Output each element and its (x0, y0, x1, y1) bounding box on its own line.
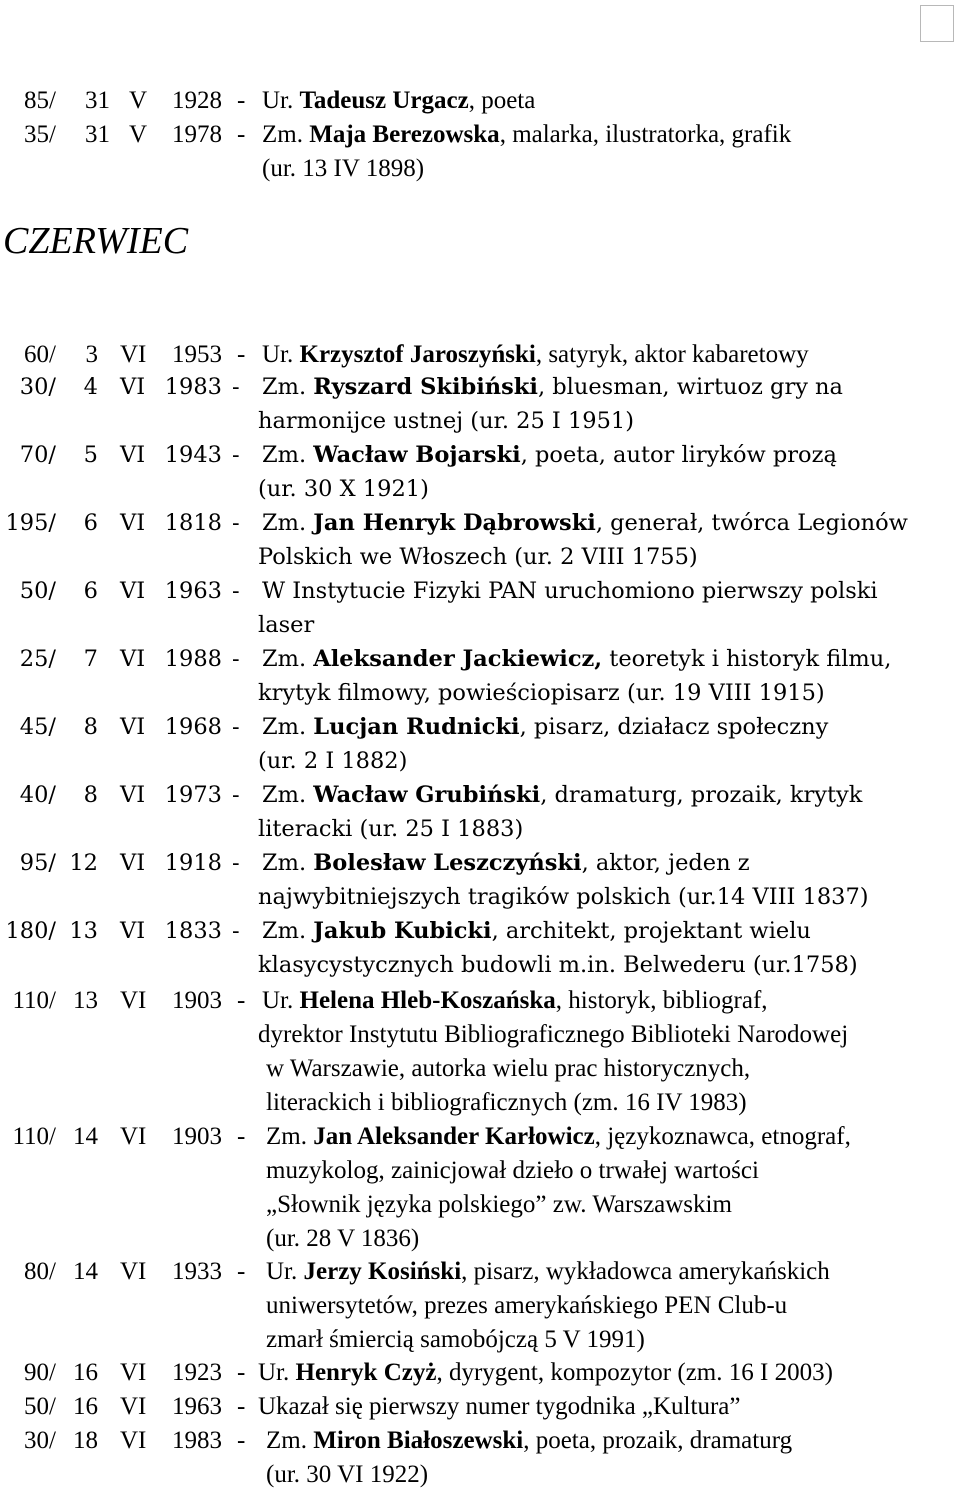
entry-text: Helena Hleb-Koszańska (299, 987, 556, 1014)
entry-text: Zm. (262, 442, 314, 468)
entry-text: (ur. 30 VI 1922) (266, 1461, 429, 1488)
entry-dash: - (237, 1393, 246, 1420)
entry-description (266, 1124, 851, 1149)
entry-text: Zm. (262, 918, 314, 944)
entry-text: W Instytucie Fizyki PAN uruchomiono pierwszy polski (262, 578, 878, 604)
entry-year: 1988 (164, 646, 222, 672)
entry-description (262, 920, 811, 943)
entry-year: 1933 (172, 1258, 222, 1285)
entry-year: 1963 (172, 1393, 222, 1420)
entry-month: VI (120, 987, 147, 1014)
entry-text: w Warszawie, autorka wielu prac historycznych, (266, 1055, 751, 1082)
entry-text: literackich i bibliograficznych (zm. 16 IV 1983) (266, 1089, 747, 1116)
entry-month: VI (120, 646, 146, 672)
entry-dash: - (237, 87, 246, 114)
entry-continuation (0, 818, 960, 850)
entry-month: VI (120, 578, 146, 604)
entry-text: Jerzy Kosiński (303, 1258, 462, 1285)
entry-num: 110/ (12, 1123, 56, 1150)
entry-text: Jan Aleksander Karłowicz (313, 1123, 595, 1150)
entry-text: Wacław Bojarski (313, 442, 521, 468)
entry-num: 25/ (19, 646, 56, 672)
entry-description (258, 1360, 833, 1385)
entry-continuation (0, 1090, 960, 1122)
entry-text: Zm. (266, 1427, 314, 1454)
entry-text: (ur. 28 V 1836) (266, 1225, 420, 1252)
entry-year: 1928 (172, 87, 222, 114)
entry-text: , poeta (468, 87, 536, 114)
entry-num: 45/ (19, 714, 56, 740)
entry-day: 16 (73, 1393, 98, 1420)
entry-continuation (0, 478, 960, 510)
entry-row (0, 444, 960, 476)
entry-year: 1833 (164, 918, 222, 944)
entry-text: Zm. (262, 714, 314, 740)
entry-description (262, 444, 837, 467)
entry-text: Wacław Grubiński (313, 782, 541, 808)
entry-text: Ur. (262, 987, 300, 1014)
entry-dash: - (237, 1258, 246, 1285)
entry-text: Polskich we Włoszech (ur. 2 VIII 1755) (258, 544, 698, 570)
entry-text: , generał, twórca Legionów (595, 510, 908, 536)
entry-month: VI (120, 1123, 147, 1150)
entry-day: 13 (69, 918, 98, 944)
entry-row (0, 1360, 960, 1392)
entry-description (258, 1394, 740, 1419)
entry-month: VI (120, 918, 146, 944)
entry-description (262, 716, 828, 739)
entry-dash: - (237, 1123, 246, 1150)
entry-year: 1818 (164, 510, 222, 536)
entry-text: krytyk filmowy, powieściopisarz (ur. 19 VIII 1915) (258, 680, 825, 706)
entry-text: (ur. 30 X 1921) (258, 476, 429, 502)
entry-day: 16 (73, 1359, 98, 1386)
entry-description (262, 580, 878, 603)
entry-text: Tadeusz Urgacz (299, 87, 469, 114)
entry-dash: - (232, 850, 240, 876)
entry-text: Zm. (262, 121, 310, 148)
entry-month: VI (120, 1359, 147, 1386)
entry-month: VI (120, 510, 146, 536)
entry-num: 180/ (5, 918, 56, 944)
entry-year: 1963 (164, 578, 222, 604)
entry-row (0, 122, 960, 154)
entry-row (0, 1124, 960, 1156)
entry-text: , językoznawca, etnograf, (594, 1123, 851, 1150)
entry-continuation (0, 410, 960, 442)
entry-text: zmarł śmiercią samobójczą 5 V 1991) (266, 1326, 645, 1353)
entry-num: 70/ (19, 442, 56, 468)
entry-text: Zm. (262, 374, 314, 400)
entry-day: 31 (85, 121, 110, 148)
entry-text: Zm. (266, 1123, 314, 1150)
entry-num: 195/ (5, 510, 56, 536)
entry-text: , pisarz, działacz społeczny (519, 714, 829, 740)
entry-continuation (0, 614, 960, 646)
entry-row (0, 512, 960, 544)
entry-day: 6 (83, 578, 98, 604)
entry-row (0, 580, 960, 612)
entry-num: 35/ (24, 121, 56, 148)
entry-day: 31 (85, 87, 110, 114)
entry-continuation (0, 546, 960, 578)
entry-row (0, 648, 960, 680)
entry-description (262, 648, 891, 671)
entry-text: Lucjan Rudnicki (313, 714, 520, 740)
entry-text: (ur. 13 IV 1898) (262, 155, 425, 182)
entry-dash: - (232, 918, 240, 944)
entry-year: 1973 (164, 782, 222, 808)
entry-text: Ryszard Skibiński (313, 374, 538, 400)
entry-month: VI (120, 1393, 147, 1420)
entry-text: CZERWIEC (3, 220, 189, 262)
entry-text: , malarka, ilustratorka, grafik (499, 121, 792, 148)
entry-row (0, 716, 960, 748)
entry-continuation (0, 1293, 960, 1325)
entry-text: , aktor, jeden z (581, 850, 750, 876)
entry-month: VI (120, 850, 146, 876)
entry-text: , poeta, autor liryków prozą (520, 442, 837, 468)
entry-description (262, 376, 843, 399)
entry-day: 12 (69, 850, 98, 876)
entry-text: Ur. (258, 1359, 296, 1386)
entry-dash: - (232, 782, 240, 808)
entry-day: 18 (73, 1427, 98, 1454)
entry-num: 90/ (24, 1359, 56, 1386)
entry-text: Ur. (262, 87, 300, 114)
entry-year: 1903 (172, 987, 222, 1014)
entry-dash: - (237, 1427, 246, 1454)
entry-text: laser (258, 612, 315, 638)
entry-dash: - (237, 121, 246, 148)
entry-month: V (129, 87, 148, 114)
entry-text: Maja Berezowska (309, 121, 500, 148)
entry-description (262, 852, 750, 875)
entry-continuation (0, 1022, 960, 1054)
entry-dash: - (232, 578, 240, 604)
entry-text: dyrektor Instytutu Bibliograficznego Biblioteki Narodowej (258, 1021, 849, 1048)
entry-year: 1968 (164, 714, 222, 740)
entry-text: Henryk Czyż (295, 1359, 437, 1386)
entry-year: 1953 (172, 341, 222, 368)
entry-num: 85/ (24, 87, 56, 114)
entry-year: 1903 (172, 1123, 222, 1150)
entry-text: literacki (ur. 25 I 1883) (258, 816, 524, 842)
entry-description (262, 88, 535, 113)
entry-text: , pisarz, wykładowca amerykańskich (461, 1258, 830, 1285)
entry-text: Zm. (262, 510, 314, 536)
entry-day: 7 (83, 646, 98, 672)
entry-row (0, 1428, 960, 1460)
entry-day: 14 (73, 1123, 98, 1150)
entry-continuation (0, 682, 960, 714)
entry-row (0, 376, 960, 408)
entry-continuation (0, 1327, 960, 1359)
entry-day: 3 (85, 341, 98, 368)
entry-month: VI (120, 782, 146, 808)
entry-dash: - (237, 1359, 246, 1386)
entry-num: 30/ (19, 374, 56, 400)
entry-text: , dyrygent, kompozytor (zm. 16 I 2003) (436, 1359, 833, 1386)
entry-text: , bluesman, wirtuoz gry na (537, 374, 843, 400)
entry-continuation (0, 1158, 960, 1190)
entry-year: 1978 (172, 121, 222, 148)
entry-text: Jan Henryk Dąbrowski (313, 510, 596, 536)
entry-day: 5 (83, 442, 98, 468)
entry-text: harmonijce ustnej (ur. 25 I 1951) (258, 408, 635, 434)
entry-text: Zm. (262, 646, 314, 672)
entry-text: (ur. 2 I 1882) (258, 748, 408, 774)
entry-row (0, 988, 960, 1020)
entry-text: muzykolog, zainicjował dzieło o trwałej wartości (266, 1157, 759, 1184)
entry-text: Ukazał się pierwszy numer tygodnika „Kultura” (258, 1393, 741, 1420)
entry-num: 110/ (12, 987, 56, 1014)
entry-day: 4 (83, 374, 98, 400)
entry-row (0, 920, 960, 952)
entry-text: Miron Białoszewski (313, 1427, 524, 1454)
entry-description (262, 988, 768, 1013)
entry-text: , dramaturg, prozaik, krytyk (540, 782, 863, 808)
entry-num: 50/ (24, 1393, 56, 1420)
entry-month: VI (120, 1258, 147, 1285)
entry-num: 30/ (24, 1427, 56, 1454)
entry-text: Aleksander Jackiewicz, (313, 646, 603, 672)
entry-num: 95/ (19, 850, 56, 876)
entry-month: VI (120, 374, 146, 400)
entry-continuation (0, 1192, 960, 1224)
entry-continuation (0, 886, 960, 918)
entry-continuation (0, 750, 960, 782)
entry-text: Jakub Kubicki (313, 918, 492, 944)
entry-row (0, 1394, 960, 1426)
entry-dash: - (232, 442, 240, 468)
entry-description (262, 784, 862, 807)
corner-box (920, 5, 954, 42)
entry-description (266, 1428, 792, 1453)
entry-dash: - (232, 646, 240, 672)
entry-year: 1983 (164, 374, 222, 400)
entry-dash: - (232, 714, 240, 740)
entry-text: Zm. (262, 782, 314, 808)
entry-year: 1943 (164, 442, 222, 468)
entry-num: 40/ (19, 782, 56, 808)
entry-dash: - (232, 374, 240, 400)
entry-dash: - (237, 341, 246, 368)
entry-year: 1923 (172, 1359, 222, 1386)
entry-row (0, 88, 960, 120)
entry-text: „Słownik języka polskiego” zw. Warszawskim (266, 1191, 732, 1218)
entry-day: 6 (83, 510, 98, 536)
entry-dash: - (237, 987, 246, 1014)
entry-description (262, 342, 809, 367)
entry-text: Krzysztof Jaroszyński (299, 341, 536, 368)
entry-text: uniwersytetów, prezes amerykańskiego PEN Club-u (266, 1292, 788, 1319)
entry-day: 8 (83, 782, 98, 808)
entry-day: 8 (83, 714, 98, 740)
entry-text: Ur. (266, 1258, 304, 1285)
entry-year: 1983 (172, 1427, 222, 1454)
entry-text: , architekt, projektant wielu (491, 918, 811, 944)
entry-year: 1918 (164, 850, 222, 876)
entry-month: VI (120, 442, 146, 468)
entry-row (0, 852, 960, 884)
entry-text: Zm. (262, 850, 314, 876)
entry-month: VI (120, 341, 147, 368)
entry-day: 14 (73, 1258, 98, 1285)
entry-month: VI (120, 1427, 147, 1454)
entry-text: , satyryk, aktor kabaretowy (535, 341, 809, 368)
month-heading (0, 222, 960, 266)
entry-continuation (0, 954, 960, 986)
entry-num: 80/ (24, 1258, 56, 1285)
entry-text: klasycystycznych budowli m.in. Belwederu (ur.1758) (258, 952, 858, 978)
entry-text: , historyk, bibliograf, (555, 987, 768, 1014)
entry-month: VI (120, 714, 146, 740)
entry-text: Ur. (262, 341, 300, 368)
entry-text: , poeta, prozaik, dramaturg (523, 1427, 793, 1454)
entry-continuation (0, 156, 960, 188)
entry-text: najwybitniejszych tragików polskich (ur.14 VIII 1837) (258, 884, 869, 910)
entry-dash: - (232, 510, 240, 536)
entry-num: 60/ (24, 341, 56, 368)
entry-num: 50/ (19, 578, 56, 604)
entry-continuation (0, 1056, 960, 1088)
entry-continuation (0, 1462, 960, 1494)
entry-row (0, 784, 960, 816)
entry-day: 13 (73, 987, 98, 1014)
entry-month: V (129, 121, 148, 148)
entry-row (0, 1259, 960, 1291)
entry-description (262, 122, 791, 147)
entry-text: teoretyk i historyk filmu, (602, 646, 892, 672)
entry-description (266, 1259, 830, 1284)
entry-continuation (0, 1226, 960, 1258)
entry-row (0, 342, 960, 374)
entry-description (262, 512, 908, 535)
entry-text: Bolesław Leszczyński (313, 850, 582, 876)
